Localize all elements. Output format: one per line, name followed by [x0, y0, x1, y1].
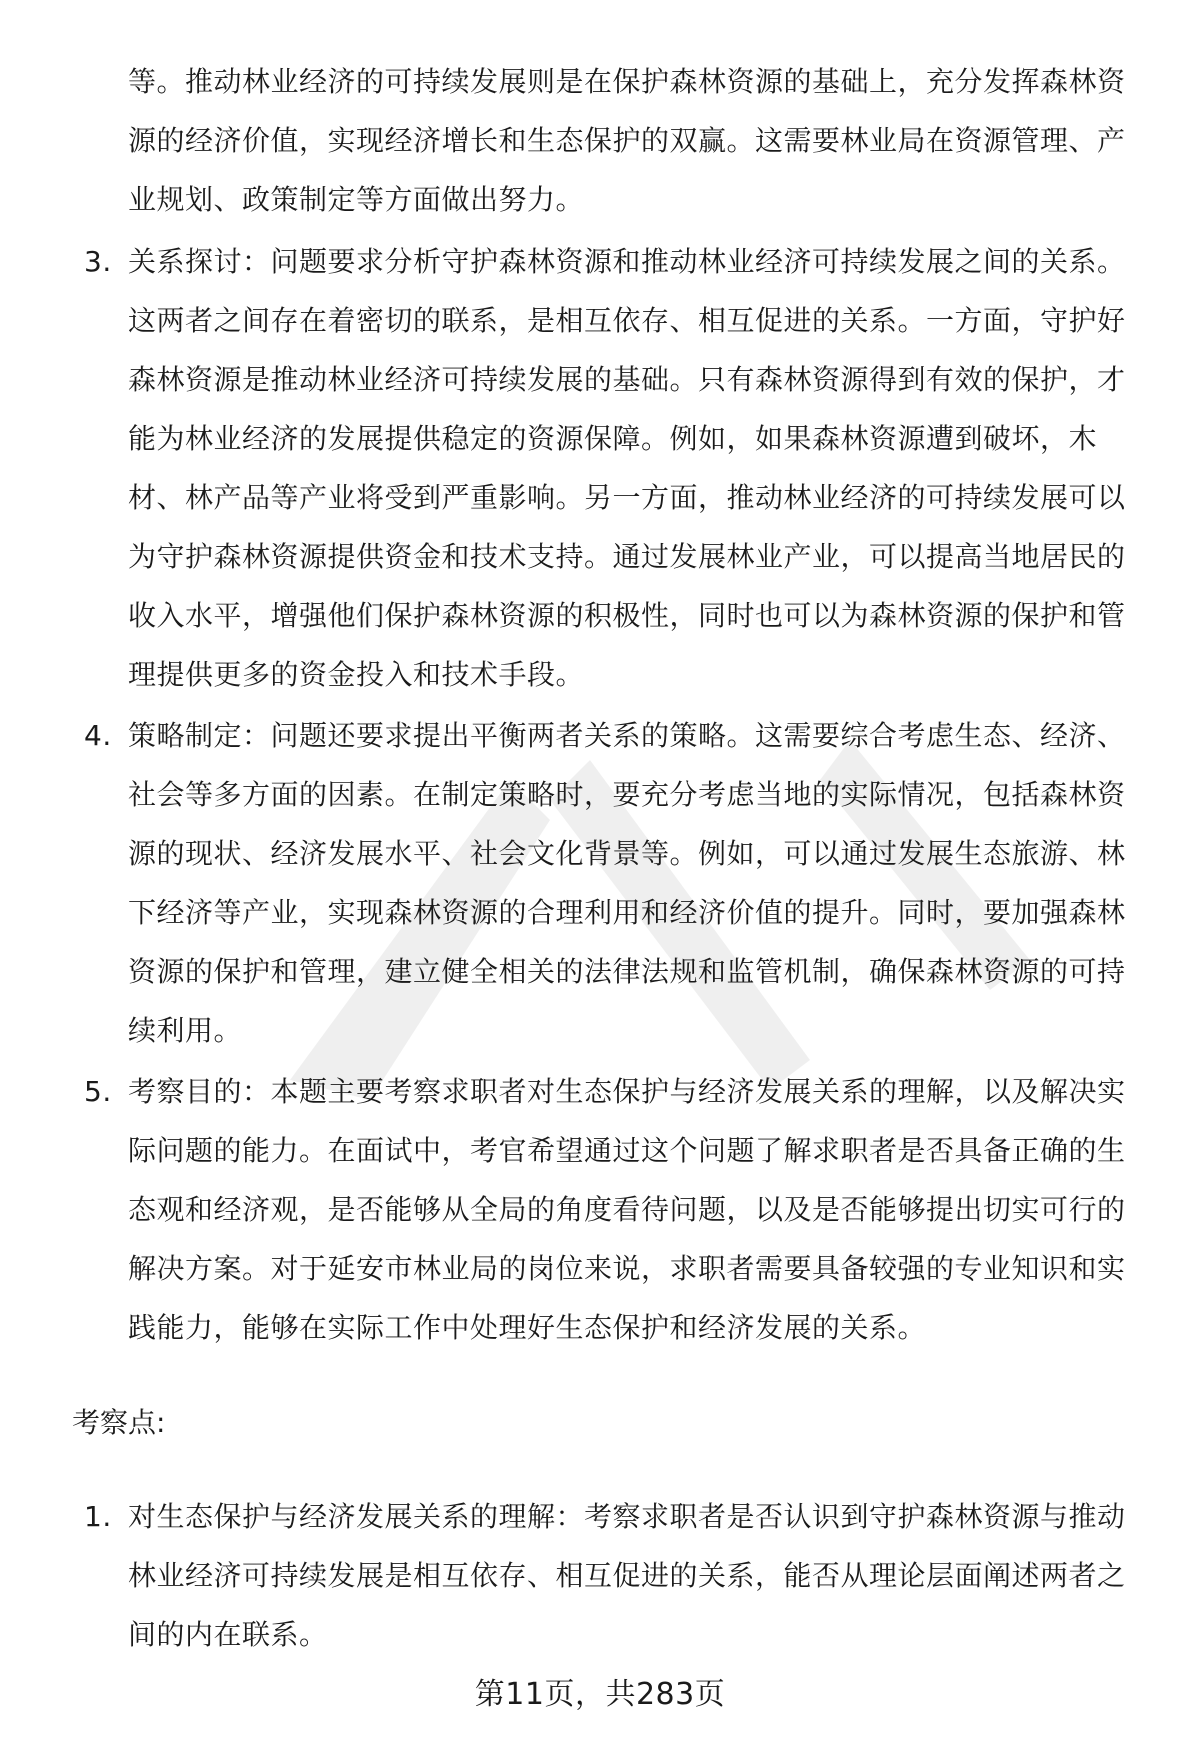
page-footer: 第11页，共283页 — [474, 1677, 726, 1712]
analysis-list — [0, 232, 1200, 1359]
list-item-text: 策略制定：问题还要求提出平衡两者关系的策略。这需要综合考虑生态、经济、社会等多方面的因素。在制定策略时，要充分考虑当地的实际情况，包括森林资源的现状、经济发展水平、社会文化背景等。例如，可以通过发展生态旅游、林下经济等产业，实现森林资源的合理利用和经济价值的提升。同时，要加强森林资源的保护和管理，建立健全相关的法律法规和监管机制，确保森林资源的可持续利用。 — [128, 719, 1126, 1047]
list-item-number: 4. — [84, 719, 112, 752]
list-item-text: 关系探讨：问题要求分析守护森林资源和推动林业经济可持续发展之间的关系。这两者之间存在着密切的联系，是相互依存、相互促进的关系。一方面，守护好森林资源是推动林业经济可持续发展的基础。只有森林资源得到有效的保护，才能为林业经济的发展提供稳定的资源保障。例如，如果森林资源遭到破坏，木材、林产品等产业将受到严重影响。另一方面，推动林业经济的可持续发展可以为守护森林资源提供资金和技术支持。通过发展林业产业，可以提高当地居民的收入水平，增强他们保护森林资源的积极性，同时也可以为森林资源的保护和管理提供更多的资金投入和技术手段。 — [128, 245, 1126, 691]
list-item-text: 考察目的：本题主要考察求职者对生态保护与经济发展关系的理解，以及解决实际问题的能力。在面试中，考官希望通过这个问题了解求职者是否具备正确的生态观和经济观，是否能够从全局的角度看待问题，以及是否能够提出切实可行的解决方案。对于延安市林业局的岗位来说，求职者需要具备较强的专业知识和实践能力，能够在实际工作中处理好生态保护和经济发展的关系。 — [128, 1075, 1126, 1344]
list-item-number: 5. — [84, 1075, 112, 1108]
list-item — [0, 232, 1200, 704]
list-item-text: 对生态保护与经济发展关系的理解：考察求职者是否认识到守护森林资源与推动林业经济可持续发展是相互依存、相互促进的关系，能否从理论层面阐述两者之间的内在联系。 — [128, 1500, 1126, 1651]
list-item — [0, 1487, 1200, 1664]
list-item — [0, 1062, 1200, 1357]
continuation-paragraph: 等。推动林业经济的可持续发展则是在保护森林资源的基础上，充分发挥森林资源的经济价值，实现经济增长和生态保护的双赢。这需要林业局在资源管理、产业规划、政策制定等方面做出努力。 — [128, 65, 1126, 216]
section-heading: 考察点: — [72, 1406, 166, 1439]
list-item-number: 3. — [84, 245, 112, 278]
list-item-number: 1. — [84, 1500, 112, 1533]
exam-points-list — [0, 1487, 1200, 1664]
list-item — [0, 706, 1200, 1060]
